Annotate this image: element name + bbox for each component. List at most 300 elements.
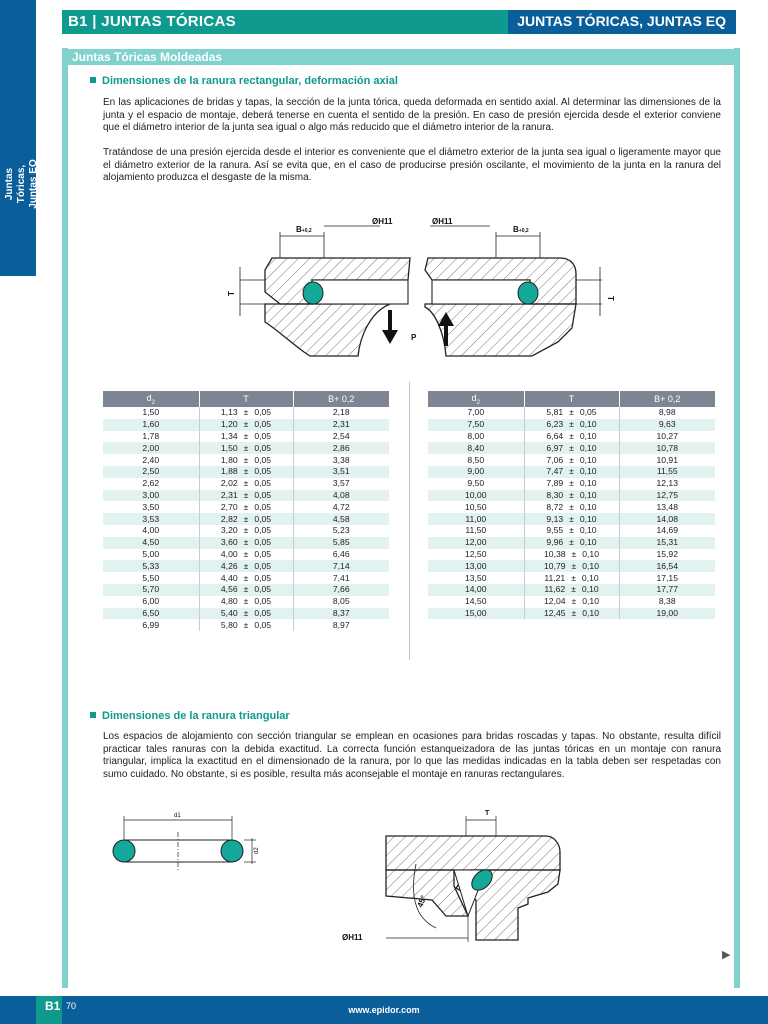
bullet-square-icon [90,712,96,718]
cell-T-value: 2,82 [220,513,238,524]
triangular-flange-top [386,836,560,870]
cell-T-tolerance: 0,10 [579,489,597,500]
subheader-title: Juntas Tóricas Moldeadas [72,50,223,64]
cell-T [524,572,619,584]
cell-T-tolerance: 0,10 [579,454,597,465]
table-row [103,419,389,431]
cell-T-tolerance: 0,05 [254,596,272,607]
cell-T-value: 4,40 [220,572,238,583]
cell-T [524,608,619,620]
cell-T-value: 9,13 [546,513,564,524]
table-row [103,572,389,584]
bullet-square-icon [90,77,96,83]
frame-left-rule [62,48,68,988]
cell-T-pm: ± [569,525,574,536]
cell-T-pm: ± [569,489,574,500]
footer-website-link[interactable]: www.epidor.com [348,1005,420,1015]
cell-B: 3,51 [293,466,389,478]
cell-T-pm: ± [243,419,249,430]
table-row [428,537,715,549]
cell-T-value: 6,97 [546,442,564,453]
table-row [103,525,389,537]
cell-T-pm: ± [243,501,249,512]
cell-T-pm: ± [571,572,576,583]
cell-T [524,549,619,561]
cell-T-value: 1,20 [220,419,238,430]
cell-B: 14,08 [619,513,715,525]
cell-T-pm: ± [243,430,249,441]
cell-T-pm: ± [569,430,574,441]
section-heading-rectangular: Dimensiones de la ranura rectangular, deformación axial [90,75,398,87]
cell-B: 7,14 [293,560,389,572]
cell-T-value: 5,80 [220,619,238,630]
col-header-T: T [524,391,619,407]
cell-d2: 15,00 [428,608,524,620]
cell-B: 19,00 [619,608,715,620]
table-row [428,419,715,431]
section-heading-triangular: Dimensiones de la ranura triangular [90,710,290,722]
cell-T [199,619,293,631]
chapter-header [508,10,736,34]
cell-T-pm: ± [243,572,249,583]
cell-T [199,549,293,561]
cell-T-pm: ± [571,548,577,559]
cell-d2: 13,00 [428,560,524,572]
cell-d2: 10,00 [428,490,524,502]
cell-T-pm: ± [243,466,249,477]
cell-T-tolerance: 0,10 [579,501,597,512]
cell-T-tolerance: 0,05 [254,619,272,630]
cell-d2: 11,00 [428,513,524,525]
cell-T-tolerance: 0,05 [254,407,272,418]
cell-T-pm: ± [243,560,249,571]
cell-B: 17,77 [619,584,715,596]
table-row [428,596,715,608]
cell-T-pm: ± [243,489,249,500]
cell-T-pm: ± [569,513,574,524]
label-H11-triangular: ØH11 [342,933,363,942]
label-B-right: B+0,2 [513,225,529,234]
cell-T-value: 10,79 [544,560,566,571]
cell-d2: 7,00 [428,407,524,419]
cell-T-tolerance: 0,10 [579,525,597,536]
cell-B: 9,63 [619,419,715,431]
table-row [428,454,715,466]
cell-T [524,478,619,490]
cell-T-pm: ± [243,607,249,618]
table-row [103,549,389,561]
cell-T [199,572,293,584]
cell-T-tolerance: 0,05 [254,466,272,477]
pressure-arrow-down-icon [382,310,398,344]
cell-T-value: 3,20 [220,525,238,536]
cell-d2: 4,50 [103,537,199,549]
cell-B: 10,91 [656,454,678,465]
table-row [428,442,715,454]
side-section-tab[interactable] [0,0,39,276]
cell-T-pm: ± [243,537,249,548]
cell-T-tolerance: 0,05 [254,525,272,536]
cell-T [199,584,293,596]
cell-T-value: 1,50 [220,442,238,453]
dimension-table-left [103,391,389,631]
left-flange-body [265,304,390,356]
cell-T-pm: ± [571,584,576,595]
table-row [103,478,389,490]
cell-d2: 6,00 [103,596,199,608]
dimension-table-right [428,391,715,619]
cell-T [524,407,619,419]
table-row [103,560,389,572]
table-row [428,513,715,525]
table-row [428,490,715,502]
cell-T-value: 12,04 [544,596,566,607]
cell-T-value: 10,38 [544,548,566,559]
cell-T-value: 11,62 [544,584,566,595]
cell-T-pm: ± [243,584,249,595]
cell-T-tolerance: 0,05 [254,548,272,559]
cell-T [199,407,293,419]
cell-d2: 10,50 [428,501,524,513]
cell-T-tolerance: 0,05 [254,537,272,548]
side-tab-label: Juntas Tóricas, Juntas EQ [4,159,39,209]
cell-T [524,596,619,608]
table-row [428,549,715,561]
cell-T-pm: ± [569,501,574,512]
col-header-d2: $d_2$ [103,391,199,407]
table-row [428,407,715,419]
cell-T-value: 1,88 [220,466,238,477]
cell-T [199,454,293,466]
cell-B: 16,54 [619,560,715,572]
cell-B: 8,38 [658,596,676,607]
table-row [428,608,715,620]
cell-T-pm: ± [243,525,249,536]
cell-d2: 2,00 [103,442,199,454]
next-page-arrow-icon[interactable]: ▶ [722,948,731,961]
cell-T-value: 4,80 [220,596,238,607]
cell-T-value: 1,13 [220,407,238,418]
cell-d2: 11,50 [428,525,524,537]
cell-T-tolerance: 0,10 [582,548,599,559]
cell-B: 4,08 [293,490,389,502]
o-ring-left-section [113,840,135,862]
cell-T [199,525,293,537]
cell-T [524,513,619,525]
page-number: 70 [66,1001,77,1011]
cell-T-tolerance: 0,05 [254,442,272,453]
cell-B: 12,75 [619,490,715,502]
cell-T-tolerance: 0,10 [581,572,599,583]
cell-d2: 5,70 [103,584,199,596]
cell-T [199,431,293,443]
cell-B: 4,72 [332,501,350,512]
cell-T [524,419,619,431]
cell-T-pm: ± [243,548,249,559]
cell-d2: 12,00 [428,537,524,549]
cell-T [199,490,293,502]
table-row [103,513,389,525]
cell-T [524,490,619,502]
cell-B: 2,31 [293,419,389,431]
cell-T [199,419,293,431]
cell-T-pm: ± [571,560,577,571]
cell-B: 15,92 [656,548,678,559]
cell-B: 7,41 [332,572,350,583]
cell-B: 10,78 [619,442,715,454]
cell-T-tolerance: 0,05 [254,430,272,441]
table-row [428,501,715,513]
o-ring-right [518,282,538,304]
triangular-groove-diagram [336,804,576,944]
cell-d2: 2,62 [103,478,199,490]
cell-T [199,537,293,549]
label-angle-45: 45° [415,894,429,909]
cell-T [524,525,619,537]
cell-T-tolerance: 0,10 [579,478,597,489]
footer-section-code: B1 [45,999,61,1013]
cell-T-tolerance: 0,10 [579,419,597,430]
table-row [103,619,389,631]
table-row [428,560,715,572]
cell-d2: 3,53 [103,513,199,525]
cell-T-value: 2,70 [220,501,238,512]
cell-d2: 6,50 [103,608,199,620]
cell-T-tolerance: 0,10 [579,442,597,453]
cell-B: 15,31 [619,537,715,549]
cell-T-value: 4,00 [220,548,238,559]
cell-T-pm: ± [569,407,574,418]
paragraph-axial-intro: En las aplicaciones de bridas y tapas, la sección de la junta tórica, queda deformada en sentido axial. Al determinar las dimensiones de la junta y el espacio de montaje, deberá tenerse en cuenta el sentido de la presión. En caso de presión ejercida desde el exterior conviene que el diámetro interior de la junta sea igual o algo más reducido que el diámetro interior de la ranura. [103,97,721,133]
chapter-title: JUNTAS TÓRICAS, JUNTAS EQ [517,13,726,29]
label-d2: d2 [254,847,260,854]
cell-d2: 9,50 [428,478,524,490]
table-row [103,596,389,608]
cell-T-pm: ± [243,619,249,630]
cell-B: 3,57 [332,478,350,489]
cell-B: 8,05 [332,596,350,607]
table-row [103,608,389,620]
cell-T-pm: ± [569,442,574,453]
cell-T [199,442,293,454]
cell-d2: 4,00 [103,525,199,537]
cell-T-pm: ± [243,454,249,465]
table-row [428,431,715,443]
cell-B: 2,86 [293,442,389,454]
cell-T-value: 4,56 [220,584,238,595]
cell-d2: 3,50 [103,501,199,513]
cell-T [199,466,293,478]
cell-T-tolerance: 0,05 [254,584,272,595]
label-P: P [411,333,417,342]
cell-T [524,454,619,466]
cell-T-value: 1,34 [220,430,238,441]
o-ring-right-section [221,840,243,862]
table-row [103,442,389,454]
cell-B: 10,27 [656,430,678,441]
col-header-B: B+ 0,2 [293,391,389,407]
cell-B: 14,69 [656,525,678,536]
table-row [428,466,715,478]
rectangular-groove-diagram [220,212,620,370]
section-code: B1 | JUNTAS TÓRICAS [68,13,236,30]
label-T-triangular: T [485,810,490,817]
cell-B: 3,38 [332,454,350,465]
cell-d2: 5,50 [103,572,199,584]
label-T-right: T [606,296,615,301]
table-row [428,584,715,596]
cell-T-value: 5,81 [546,407,564,418]
col-header-T: T [199,391,293,407]
o-ring-left [303,282,323,304]
cell-T [199,596,293,608]
cell-T-value: 2,02 [220,478,238,489]
cell-T-tolerance: 0,05 [254,607,272,618]
cell-d2: 13,50 [428,572,524,584]
label-H11-right: ØH11 [432,217,453,226]
cell-T [524,537,619,549]
cell-T [199,478,293,490]
col-header-B: B+ 0,2 [619,391,715,407]
cell-T-tolerance: 0,10 [582,560,599,571]
col-header-d2: $d_2$ [428,391,524,407]
cell-B: 8,37 [293,608,389,620]
cell-d2: 14,00 [428,584,524,596]
table-row [103,407,389,419]
cell-T [524,560,619,572]
cell-T-value: 7,47 [546,466,564,477]
cell-T-tolerance: 0,05 [254,572,272,583]
paragraph-internal-pressure: Tratándose de una presión ejercida desde el interior es conveniente que el diámetro exterior de la junta sea igual o ligeramente mayor que el diámetro exterior de la ranura. Así se evita que, en el caso de producirse presión oscilante, el movimiento de la junta en la ranura del alojamiento produzca el desgaste de la misma. [103,147,721,183]
cell-T [524,466,619,478]
paragraph-triangular: Los espacios de alojamiento con sección triangular se emplean en ocasiones para bridas roscadas y tapas. No obstante, resulta difícil practicar tales ranuras con la debida exactitud. La correcta función estanqueizadora de las juntas tóricas en un montaje con ranura triangular, implica la exactitud en el dimensionado de la ranura, por lo que las medidas indicadas en la tabla deben ser respetadas con sumo cuidado. No obstante, si es posible, resulta más aconsejable el montaje en ranuras rectangulares. [103,731,721,780]
table-row [103,454,389,466]
cell-d2: 14,50 [428,596,524,608]
cell-T-value: 2,31 [220,489,238,500]
cell-T-tolerance: 0,10 [579,537,597,548]
table-row [103,490,389,502]
cell-T-tolerance: 0,05 [254,560,272,571]
table-row [103,466,389,478]
cell-T [524,501,619,513]
cell-d2: 1,60 [103,419,199,431]
cell-B: 8,98 [658,407,676,418]
cell-B: 6,46 [332,548,350,559]
cell-T-value: 5,40 [220,607,238,618]
cell-T-pm: ± [571,596,577,607]
frame-right-rule [734,48,740,988]
table-row [103,501,389,513]
cell-d2: 3,00 [103,490,199,502]
cell-T-pm: ± [569,466,574,477]
cell-T-tolerance: 0,05 [254,419,272,430]
table-row [428,525,715,537]
cell-T-value: 6,23 [546,419,564,430]
label-H11-left: ØH11 [372,217,393,226]
cell-T [199,501,293,513]
cell-T-pm: ± [569,454,574,465]
cell-d2: 2,50 [103,466,199,478]
cell-B: 5,23 [332,525,350,536]
label-d1: d1 [174,813,181,819]
cell-T-pm: ± [243,478,249,489]
cell-T [199,608,293,620]
table-row [428,478,715,490]
cell-T-value: 11,21 [544,572,566,583]
cell-d2: 2,40 [103,454,199,466]
cell-B: 7,66 [293,584,389,596]
section-header [62,10,508,34]
cell-T-value: 4,26 [220,560,238,571]
cell-T-tolerance: 0,05 [254,501,272,512]
table-row [428,572,715,584]
cell-d2: 1,50 [103,407,199,419]
cell-T-value: 12,45 [544,607,566,618]
cell-T-value: 8,30 [546,489,564,500]
cell-T-pm: ± [569,478,574,489]
cell-T-tolerance: 0,05 [254,489,272,500]
cell-T-tolerance: 0,10 [582,596,599,607]
cell-d2: 1,78 [103,431,199,443]
cell-T-tolerance: 0,10 [579,466,597,477]
cell-T-pm: ± [243,407,249,418]
cell-B: 12,13 [656,478,678,489]
cell-d2: 6,99 [103,619,199,631]
cell-d2: 8,50 [428,454,524,466]
cell-B: 4,58 [293,513,389,525]
cell-B: 8,97 [332,619,350,630]
cell-T-pm: ± [569,537,574,548]
cell-T [199,560,293,572]
cell-T-value: 3,60 [220,537,238,548]
table-row [103,584,389,596]
cell-T-pm: ± [571,607,577,618]
cell-T-tolerance: 0,05 [254,454,272,465]
cell-T-value: 6,64 [546,430,564,441]
cell-T-value: 9,96 [546,537,564,548]
cell-T-tolerance: 0,10 [579,513,597,524]
cell-d2: 5,00 [103,549,199,561]
cell-T-tolerance: 0,05 [579,407,597,418]
cell-T-pm: ± [243,442,249,453]
cell-T-tolerance: 0,10 [581,584,599,595]
cell-T-value: 1,80 [220,454,238,465]
cell-B: 2,54 [332,430,350,441]
cell-T-value: 9,55 [546,525,564,536]
label-B-left: B+0,2 [296,225,312,234]
cell-T-pm: ± [569,419,574,430]
subheader-bar [62,49,734,65]
cell-d2: 5,33 [103,560,199,572]
cell-T [524,431,619,443]
cell-T-tolerance: 0,10 [582,607,599,618]
cell-T-pm: ± [243,596,249,607]
cell-B: 2,18 [332,407,350,418]
cell-d2: 9,00 [428,466,524,478]
cell-d2: 8,40 [428,442,524,454]
cell-B: 11,55 [619,466,715,478]
table-row [103,431,389,443]
cell-d2: 12,50 [428,549,524,561]
cell-T-tolerance: 0,05 [254,513,272,524]
cell-T-pm: ± [243,513,249,524]
cell-d2: 7,50 [428,419,524,431]
o-ring-section-diagram [104,808,264,878]
cell-T-value: 8,72 [546,501,564,512]
cell-T [524,442,619,454]
cell-B: 5,85 [293,537,389,549]
cell-d2: 8,00 [428,431,524,443]
